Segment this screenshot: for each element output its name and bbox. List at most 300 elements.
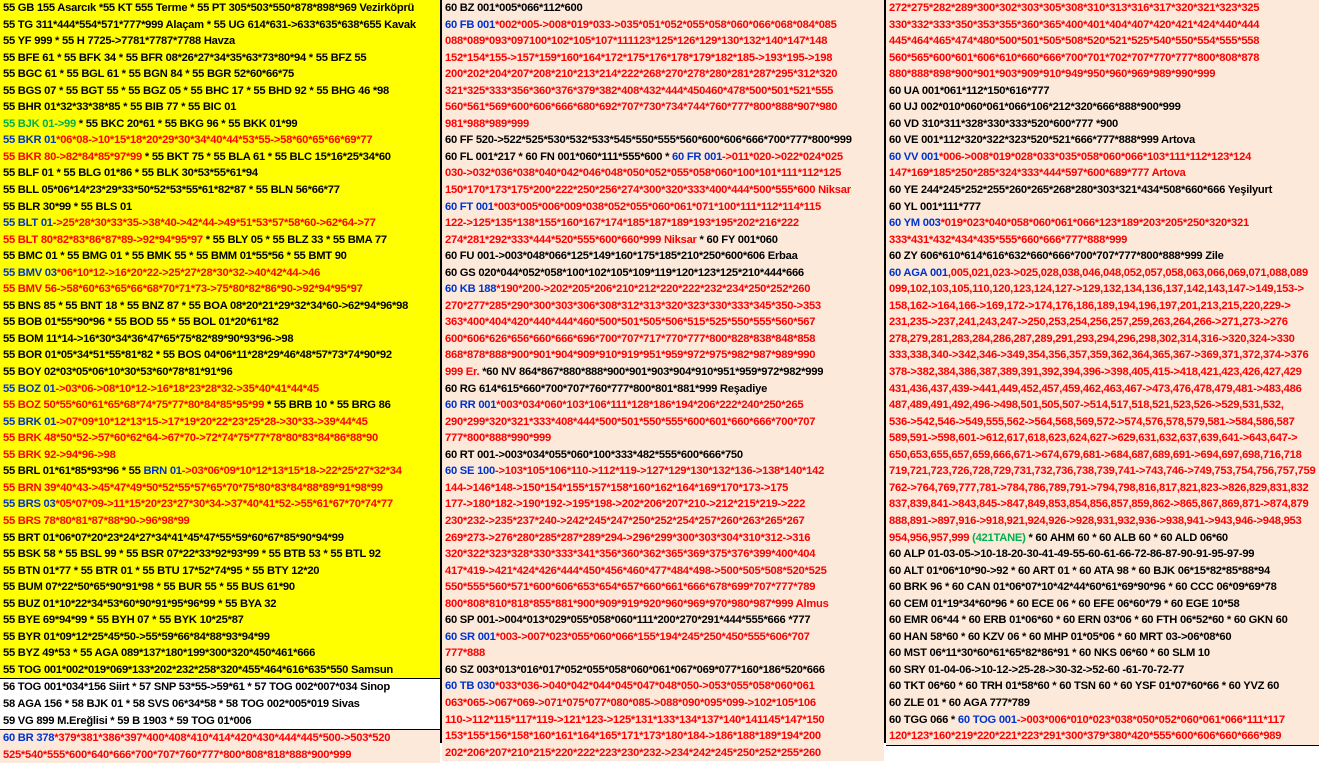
plate-text: 60 UA 001*061*112*150*616*777	[889, 84, 1050, 97]
plate-row[interactable]	[0, 463, 440, 480]
plate-text: 60 SRY 01-04-06->10-12->25-28->30-32->52-60 -61-70-72-77	[889, 663, 1185, 676]
plate-row[interactable]	[886, 430, 1319, 447]
plate-text: 60 FF 520->522*525*530*532*533*545*550*555*560*600*606*666*700*777*800*999	[445, 134, 852, 147]
plate-text: 333,338,340->342,346->349,354,356,357,359,362,364,365,367->369,371,372,374->376	[889, 349, 1309, 362]
plate-text: 60 FL 001*217 * 60 FN 001*060*111*555*600 *	[445, 150, 673, 163]
plate-text: 60 YL 001*111*777	[889, 200, 981, 213]
plate-row[interactable]	[0, 629, 440, 646]
plate-text: 55 BLR 30*99 * 55 BLS 01	[3, 200, 132, 213]
plate-row[interactable]	[886, 182, 1319, 199]
plate-text: 560*561*569*600*606*666*680*692*707*730*734*744*760*777*800*888*907*980	[445, 101, 838, 114]
plate-row[interactable]	[0, 331, 440, 348]
plate-text: 525*540*555*600*640*666*700*707*760*777*800*808*818*888*900*999	[3, 748, 352, 761]
plate-row[interactable]	[442, 629, 884, 646]
plate-text: 60 TGG 066 *	[889, 713, 958, 726]
plate-text: 58 AGA 156 * 58 BJK 01 * 58 SVS 06*34*58 * 58 TOG 002*005*019 Sivas	[3, 697, 360, 710]
plate-text: *019*023*040*058*060*061*066*123*189*203*205*250*320*321	[940, 217, 1249, 230]
plate-text: 55 BMC 01 * 55 BMG 01 * 55 BMK 55 * 55 BMM 01*55*56 * 55 BMT 90	[3, 250, 347, 263]
plate-text: 60 VD 310*311*328*330*333*520*600*777 *900	[889, 117, 1119, 130]
plate-text: ->03*06->08*10*12->16*18*23*28*32->35*40*41*44*45	[55, 382, 319, 395]
plate-row[interactable]	[442, 662, 884, 679]
plate-row[interactable]	[0, 83, 440, 100]
plate-text: 55 BLT 01	[3, 217, 53, 230]
plate-row[interactable]	[442, 165, 884, 182]
plate-row[interactable]	[442, 546, 884, 563]
plate-text: 60 YM 003	[889, 217, 941, 230]
plate-text: 60 ZY 606*610*614*616*632*660*666*700*707*777*800*888*999 Zile	[889, 250, 1224, 263]
plate-row[interactable]	[442, 0, 884, 17]
plate-row[interactable]	[0, 50, 440, 67]
plate-text: 60 ALT 01*06*10*90->92 * 60 ART 01 * 60 ATA 98 * 60 BJK 06*15*82*85*88*94	[889, 564, 1270, 577]
plate-text: 231,235->237,241,243,247->250,253,254,256,257,259,263,264,266->271,273->276	[889, 316, 1288, 329]
plate-text: 333*431*432*434*435*555*660*666*777*888*999	[889, 233, 1128, 246]
plate-row[interactable]	[886, 414, 1319, 431]
plate-text: 088*089*093*097100*102*105*107*111123*125*126*129*130*132*140*147*148	[445, 35, 828, 48]
plate-row[interactable]	[442, 414, 884, 431]
plate-text: 55 BOM 11*14->16*30*34*36*47*65*75*82*89*90*93*96->98	[3, 332, 294, 345]
plate-text: 55 BRK 92->94*96->98	[3, 448, 116, 461]
plate-text: 269*273->276*280*285*287*289*294->296*299*300*303*304*310*312->316	[445, 531, 811, 544]
plate-row[interactable]	[886, 248, 1319, 265]
plate-row[interactable]	[442, 728, 884, 745]
plate-text: ->03*06*09*10*12*13*15*18->22*25*27*32*34	[181, 465, 402, 478]
plate-row[interactable]	[886, 33, 1319, 50]
plate-text: 272*275*282*289*300*302*303*305*308*310*313*316*317*320*321*323*325	[889, 2, 1260, 14]
plate-text: 60 EMR 06*44 * 60 ERB 01*06*60 * 60 ERN 03*06 * 60 FTH 06*52*60 * 60 GKN 60	[889, 614, 1288, 627]
plate-text: 147*169*185*250*285*324*333*444*597*600*689*777 Artova	[889, 167, 1186, 180]
plate-row[interactable]	[442, 182, 884, 199]
plate-text: 55 BOR 01*05*34*51*55*81*82 * 55 BOS 04*06*11*28*29*46*48*57*73*74*90*92	[3, 349, 392, 362]
plate-row[interactable]	[442, 745, 884, 762]
plate-row[interactable]	[0, 447, 440, 464]
plate-row[interactable]	[0, 265, 440, 282]
plate-text: 150*170*173*175*200*222*250*256*274*300*320*333*400*444*500*555*600 Niksar	[445, 184, 851, 197]
plate-text: 600*606*626*656*660*666*696*700*707*717*770*777*800*828*838*848*858	[445, 332, 816, 345]
plate-text: 202*206*207*210*215*220*222*223*230*232->234*242*245*250*252*255*260	[445, 746, 821, 759]
plate-text: 60 SZ 003*013*016*017*052*055*058*060*061*067*069*077*160*186*520*666	[445, 663, 825, 676]
plate-row[interactable]	[442, 248, 884, 265]
plate-text: 550*555*560*571*600*606*653*654*657*660*661*666*678*699*707*777*789	[445, 581, 816, 594]
plate-text: 487,489,491,492,496->498,501,505,507->514,517,518,521,523,526->529,531,532,	[889, 399, 1284, 412]
plate-row[interactable]	[442, 298, 884, 315]
plate-row[interactable]	[442, 66, 884, 83]
plate-text: 800*808*810*818*855*881*900*909*919*920*960*969*970*980*987*999 Almus	[445, 597, 829, 610]
plate-text: 321*325*333*356*360*376*379*382*408*432*444*450460*478*500*501*521*555	[445, 84, 834, 97]
plate-text: 55 BOY 02*03*05*06*10*30*53*60*78*81*91*96	[3, 366, 233, 379]
column-right	[884, 0, 1319, 743]
plate-text: 60 VE 001*112*320*322*323*520*521*666*777*888*999 Artova	[889, 134, 1195, 147]
plate-text: 60 FU 001->003*048*066*125*149*160*175*185*210*250*600*606 Erbaa	[445, 250, 798, 263]
plate-text: 60 RR 001	[445, 399, 497, 412]
plate-text: 55 BOZ 50*55*60*61*65*68*74*75*77*80*84*85*95*99	[3, 399, 265, 412]
plate-text: 55 BMV 56->58*60*63*65*66*68*70*71*73->75*80*82*86*90->92*94*95*97	[3, 283, 363, 296]
plate-text: 55 BRT 01*06*07*20*23*24*27*34*41*45*47*55*59*60*67*85*90*94*99	[3, 531, 344, 544]
plate-text: 063*065->067*069->071*075*077*080*085->088*090*095*099->102*105*106	[445, 696, 816, 709]
plate-text: 60 SR 001	[445, 630, 496, 643]
plate-row[interactable]	[886, 546, 1319, 563]
plate-row[interactable]	[886, 99, 1319, 116]
plate-text: 981*988*989*999	[445, 117, 529, 130]
plate-row[interactable]	[0, 713, 440, 731]
plate-text: 55 BYR 01*09*12*25*45*50->55*59*66*84*88*93*94*99	[3, 630, 270, 643]
plate-text: 60 TKT 06*60 * 60 TRH 01*58*60 * 60 TSN 60 * 60 YSF 01*07*60*66 * 60 YVZ 60	[889, 680, 1280, 693]
plate-row[interactable]	[442, 199, 884, 216]
plate-row[interactable]	[0, 364, 440, 381]
plate-row[interactable]	[442, 430, 884, 447]
plate-text: 60 GS 020*044*052*058*100*102*105*109*119*120*123*125*210*444*666	[445, 266, 804, 279]
plate-row[interactable]	[442, 265, 884, 282]
plate-text: 55 BNS 85 * 55 BNT 18 * 55 BNZ 87 * 55 BOA 08*20*21*29*32*34*60->62*94*96*98	[3, 299, 409, 312]
plate-row[interactable]	[886, 496, 1319, 513]
plate-text: 60 TB 030	[445, 680, 495, 693]
plate-text: 60 RG 614*615*660*700*707*760*777*800*801*881*999 Reşadiye	[445, 382, 768, 395]
plate-text: 777*888	[445, 647, 485, 660]
plate-text: * 60 AHM 60 * 60 ALB 60 * 60 ALD 06*60	[1025, 531, 1228, 544]
plate-row[interactable]	[442, 215, 884, 232]
plate-text: 55 BRK 01	[3, 415, 57, 428]
plate-row[interactable]	[442, 347, 884, 364]
plate-text: 60 ALP 01-03-05->10-18-20-30-41-49-55-60-61-66-72-86-87-90-91-95-97-99	[889, 548, 1255, 561]
plate-row[interactable]	[0, 596, 440, 613]
plate-row[interactable]	[886, 149, 1319, 166]
plate-row[interactable]	[886, 298, 1319, 315]
plate-text: *06*10*12->16*20*22->25*27*28*30*32->40*42*44->46	[56, 266, 321, 279]
plate-row[interactable]	[0, 0, 440, 17]
plate-row[interactable]	[886, 265, 1319, 282]
plate-row[interactable]	[886, 397, 1319, 414]
plate-text: 55 BKR 80->82*84*85*97*99	[3, 150, 142, 163]
plate-text: 60 KB 188	[445, 283, 497, 296]
plate-text: 60 SP 001->004*013*029*055*058*060*111*200*270*291*444*555*666 *777	[445, 614, 811, 627]
plate-text: 153*155*156*158*160*161*164*165*171*173*180*184->186*188*189*194*200	[445, 730, 821, 743]
plate-text: *003*005*006*009*038*052*055*060*061*071*100*111*112*114*115	[493, 200, 821, 213]
plate-text: 60 FB 001	[445, 18, 495, 31]
plate-text: 144->146*148->150*154*155*157*158*160*162*164*169*170*173->175	[445, 481, 789, 494]
plate-row[interactable]	[442, 99, 884, 116]
plate-text: 60 BR 378	[3, 732, 55, 745]
plate-text: ->07*09*10*12*13*15->17*19*20*22*23*25*28->30*33->39*44*45	[56, 415, 368, 428]
plate-text: ->011*020->022*024*025	[722, 150, 843, 163]
plate-text: 60 ZLE 01 * 60 AGA 777*789	[889, 696, 1030, 709]
plate-row[interactable]	[442, 579, 884, 596]
plate-row[interactable]	[0, 696, 440, 713]
plate-row[interactable]	[442, 645, 884, 662]
plate-text: 55 BRN 39*40*43->45*47*49*50*52*55*57*65*70*75*80*83*84*88*89*91*98*99	[3, 481, 383, 494]
plate-row[interactable]	[0, 149, 440, 166]
plate-text: 55 YF 999 * 55 H 7725->7781*7787*7788 Havza	[3, 35, 235, 48]
plate-text: 120*123*160*219*220*221*223*291*300*379*380*420*555*600*606*660*666*989	[889, 730, 1282, 743]
plate-row[interactable]	[886, 17, 1319, 34]
column-left	[0, 0, 440, 761]
plate-row[interactable]	[886, 83, 1319, 100]
plate-text: 270*277*285*290*300*303*306*308*312*313*320*323*330*333*345*350->353	[445, 299, 821, 312]
plate-text: ->003*006*010*023*038*050*052*060*061*066*111*117	[1016, 713, 1285, 726]
plate-text: 55 BRS 78*80*81*87*88*90->96*98*99	[3, 514, 190, 527]
plate-text: 55 BYZ 49*53 * 55 AGA 089*137*180*199*300*320*450*461*666	[3, 647, 316, 660]
plate-text: 55 BOB 01*55*90*96 * 55 BOD 55 * 55 BOL 01*20*61*82	[3, 316, 279, 329]
plate-text: 60 SE 100	[445, 465, 496, 478]
plate-row[interactable]	[886, 645, 1319, 662]
plate-text: 55 BUZ 01*10*22*34*53*60*90*91*95*96*99 * 55 BYA 32	[3, 597, 277, 610]
plate-text: ,005,021,023->025,028,038,046,048,052,057,058,063,066,069,071,088,089	[947, 266, 1308, 279]
plate-text: 60 BZ 001*005*066*112*600	[445, 2, 583, 14]
plate-text: *006->008*019*028*033*035*058*060*066*103*111*112*123*124	[939, 150, 1252, 163]
plate-text: 55 BGC 61 * 55 BGL 61 * 55 BGN 84 * 55 BGR 52*60*66*75	[3, 68, 295, 81]
plate-row[interactable]	[0, 33, 440, 50]
plate-text: * 60 FY 001*060	[696, 233, 778, 246]
plate-text: *002*005->008*019*033->035*051*052*055*058*060*066*068*084*085	[495, 18, 837, 31]
plate-text: 378->382,384,386,387,389,391,392,394,396->398,405,415->418,421,423,426,427,429	[889, 366, 1302, 379]
plate-text: 837,839,841->843,845->847,849,853,854,856,857,859,862->865,867,869,871->874,879	[889, 498, 1309, 511]
plate-row[interactable]	[886, 0, 1319, 17]
plate-text: 777*800*888*990*999	[445, 432, 551, 445]
plate-row[interactable]	[886, 215, 1319, 232]
plate-row[interactable]	[886, 712, 1319, 729]
plate-row[interactable]	[886, 132, 1319, 149]
plate-row[interactable]	[886, 530, 1319, 547]
plate-row[interactable]	[442, 447, 884, 464]
plate-row[interactable]	[0, 132, 440, 149]
plate-row[interactable]	[886, 480, 1319, 497]
plate-row[interactable]	[0, 232, 440, 249]
plate-text: 589,591->598,601->612,617,618,623,624,627->629,631,632,637,639,641->643,647->	[889, 432, 1298, 445]
plate-row[interactable]	[442, 331, 884, 348]
plate-text: 55 BYE 69*94*99 * 55 BYH 07 * 55 BYK 10*25*87	[3, 614, 244, 627]
plate-text: 55 BRS 03	[3, 498, 56, 511]
plate-text: *379*381*386*397*400*408*410*414*420*430*444*445*500->503*520	[54, 732, 391, 745]
plate-row[interactable]	[886, 662, 1319, 679]
plate-text: *190*200->202*205*206*210*212*220*222*232*234*250*252*260	[496, 283, 811, 296]
plate-row[interactable]	[442, 678, 884, 695]
plate-text: *05*07*09->11*15*20*23*27*30*34->37*40*41*52->55*61*67*70*74*77	[55, 498, 393, 511]
plate-text: 030->032*036*038*040*042*046*048*050*052*055*058*060*100*101*111*112*125	[445, 167, 842, 180]
plate-text: *003->007*023*055*060*066*155*194*245*250*450*555*606*707	[495, 630, 810, 643]
plate-text: * 55 BKT 75 * 55 BLA 61 * 55 BLC 15*16*25*34*60	[142, 150, 391, 163]
plate-row[interactable]	[0, 747, 440, 763]
plate-text: 320*322*323*328*330*333*341*356*360*362*365*369*375*376*399*400*404	[445, 548, 816, 561]
plate-row[interactable]	[0, 314, 440, 331]
plate-text: ->103*105*106*110->112*119->127*129*130*132*136->138*140*142	[495, 465, 825, 478]
plate-row[interactable]	[442, 712, 884, 729]
plate-row[interactable]	[886, 314, 1319, 331]
plate-row[interactable]	[442, 281, 884, 298]
plate-row[interactable]	[0, 99, 440, 116]
plate-row[interactable]	[886, 728, 1319, 745]
plate-text: 60 YE 244*245*252*255*260*265*268*280*303*321*434*508*660*666 Yeşilyurt	[889, 184, 1273, 197]
plate-row[interactable]	[442, 232, 884, 249]
plate-row[interactable]	[0, 66, 440, 83]
plate-row[interactable]	[886, 165, 1319, 182]
plate-row[interactable]	[0, 645, 440, 662]
plate-text: 445*464*465*474*480*500*501*505*508*520*521*525*540*550*554*555*558	[889, 35, 1260, 48]
plate-text: 55 BJK 01->99	[3, 117, 76, 130]
plate-text: 762->764,769,777,781->784,786,789,791->794,798,816,817,821,823->826,829,831,832	[889, 481, 1309, 494]
plate-row[interactable]	[886, 513, 1319, 530]
plate-row[interactable]	[442, 17, 884, 34]
plate-row[interactable]	[442, 463, 884, 480]
plate-row[interactable]	[442, 364, 884, 381]
plate-text: 158,162->164,166->169,172->174,176,186,189,194,196,197,201,213,215,220,229->	[889, 299, 1291, 312]
plate-text: 999 Er.	[445, 366, 480, 379]
plate-text: 59 VG 899 M.Ereğlisi * 59 B 1903 * 59 TOG 01*006	[3, 714, 252, 727]
plate-row[interactable]	[442, 563, 884, 580]
plate-row[interactable]	[442, 513, 884, 530]
plate-row[interactable]	[886, 281, 1319, 298]
plate-row[interactable]	[0, 563, 440, 580]
plate-text: 55 BFE 61 * 55 BFK 34 * 55 BFR 08*26*27*34*35*63*73*80*94 * 55 BFZ 55	[3, 51, 367, 64]
plate-row[interactable]	[886, 364, 1319, 381]
plate-text: 122->125*135*138*155*160*167*174*185*187*189*193*195*202*216*222	[445, 217, 799, 230]
plate-row[interactable]	[0, 381, 440, 398]
plate-text: * 55 BRB 10 * 55 BRG 86	[264, 399, 391, 412]
plate-text: 230*232->235*237*240->242*245*247*250*252*254*257*260*263*265*267	[445, 514, 805, 527]
plate-text: 60 BRK 96 * 60 CAN 01*06*07*10*42*44*60*61*69*90*96 * 60 CCC 06*09*69*78	[889, 581, 1277, 594]
plate-row[interactable]	[0, 347, 440, 364]
plate-text: 536->542,546->549,555,562->564,568,569,572->574,576,578,579,581->584,586,587	[889, 415, 1295, 428]
plate-row[interactable]	[0, 397, 440, 414]
plate-row[interactable]	[442, 397, 884, 414]
plate-row[interactable]	[442, 116, 884, 133]
plate-row[interactable]	[0, 662, 440, 679]
plate-row[interactable]	[0, 480, 440, 497]
plate-row[interactable]	[886, 612, 1319, 629]
plate-text: 177->180*182->190*192->195*198->202*206*207*210->212*215*219->222	[445, 498, 806, 511]
plate-row[interactable]	[442, 50, 884, 67]
plate-row[interactable]	[442, 381, 884, 398]
plate-text: 363*400*404*420*440*444*460*500*501*505*506*515*525*550*555*560*567	[445, 316, 816, 329]
plate-row[interactable]	[442, 83, 884, 100]
plate-text: *60 NV 864*867*880*888*900*901*903*904*910*951*959*972*982*999	[479, 366, 824, 379]
plate-text: * 55 BLY 05 * 55 BLZ 33 * 55 BMA 77	[202, 233, 387, 246]
plate-text: 60 RT 001->003*034*055*060*100*333*482*555*600*666*750	[445, 448, 743, 461]
plate-row[interactable]	[0, 513, 440, 530]
plate-row[interactable]	[886, 463, 1319, 480]
plate-row[interactable]	[886, 745, 1319, 763]
plate-row[interactable]	[0, 215, 440, 232]
plate-text: 650,653,655,657,659,666,671->674,679,681->684,687,689,691->694,697,698,716,718	[889, 448, 1302, 461]
plate-text: 888,891->897,916->918,921,924,926->928,931,932,936->938,941->943,946->948,953	[889, 514, 1302, 527]
plate-text: 60 HAN 58*60 * 60 KZV 06 * 60 MHP 01*05*06 * 60 MRT 03->06*08*60	[889, 630, 1232, 643]
plate-row[interactable]	[442, 596, 884, 613]
plate-text: 60 UJ 002*010*060*061*066*106*212*320*666*888*900*999	[889, 101, 1181, 114]
plate-row[interactable]	[0, 165, 440, 182]
plate-text: 60 VV 001	[889, 150, 940, 163]
plate-row[interactable]	[442, 612, 884, 629]
plate-row[interactable]	[886, 678, 1319, 695]
plate-row[interactable]	[0, 248, 440, 265]
plate-text: 55 BUM 07*22*50*65*90*91*98 * 55 BUR 55 * 55 BUS 61*90	[3, 581, 295, 594]
plate-text: 56 TOG 001*034*156 Siirt * 57 SNP 53*55->59*61 * 57 TOG 002*007*034 Sinop	[3, 681, 390, 694]
plate-text: 55 BTN 01*77 * 55 BTR 01 * 55 BTU 17*52*74*95 * 55 BTY 12*20	[3, 564, 320, 577]
plate-row[interactable]	[442, 132, 884, 149]
plate-text: 431,436,437,439->441,449,452,457,459,462,463,467->473,476,478,479,481->483,486	[889, 382, 1302, 395]
plate-row[interactable]	[442, 33, 884, 50]
plate-row[interactable]	[0, 17, 440, 34]
plate-row[interactable]	[886, 116, 1319, 133]
plate-row[interactable]	[886, 50, 1319, 67]
plate-row[interactable]	[442, 695, 884, 712]
plate-text: 55 BLF 01 * 55 BLG 01*86 * 55 BLK 30*53*55*61*94	[3, 167, 258, 180]
plate-text: BRN 01	[143, 465, 182, 478]
plate-text: 417*419->421*424*426*444*450*456*460*477*484*498->500*505*508*520*525	[445, 564, 827, 577]
plate-text: 152*154*155->157*159*160*164*172*175*176*178*179*182*185->193*195->198	[445, 51, 833, 64]
plate-row[interactable]	[0, 730, 440, 747]
plate-row[interactable]	[0, 182, 440, 199]
plate-row[interactable]	[442, 149, 884, 166]
column-middle	[440, 0, 884, 759]
plate-text: 954,956,957,999	[889, 531, 973, 544]
plate-text: 880*888*898*900*901*903*909*910*949*950*960*969*989*990*999	[889, 68, 1216, 81]
plate-row[interactable]	[886, 579, 1319, 596]
plate-text: ->25*28*30*33*35->38*40->42*44->49*51*53*57*58*60->62*64->77	[52, 217, 376, 230]
plate-text: 55 BKR 01	[3, 134, 57, 147]
plate-row[interactable]	[442, 496, 884, 513]
plate-text: 55 BRL 01*61*85*93*96 * 55	[3, 465, 144, 478]
plate-row[interactable]	[442, 314, 884, 331]
plate-text: * 55 BKC 20*61 * 55 BKG 96 * 55 BKK 01*99	[75, 117, 298, 130]
plate-row[interactable]	[886, 381, 1319, 398]
plate-text: 55 BLT 80*82*83*86*87*89->92*94*95*97	[3, 233, 203, 246]
plate-text: 278,279,281,283,284,286,287,289,291,293,294,296,298,302,314,316->320,324->330	[889, 332, 1295, 345]
plate-row[interactable]	[442, 480, 884, 497]
plate-text: 60 MST 06*11*30*60*61*65*82*86*91 * 60 NKS 06*60 * 60 SLM 10	[889, 647, 1210, 660]
plate-text: (421TANE)	[972, 531, 1026, 544]
plate-row[interactable]	[0, 546, 440, 563]
plate-row[interactable]	[886, 232, 1319, 249]
plate-row[interactable]	[0, 678, 440, 696]
plate-text: 60 FT 001	[445, 200, 494, 213]
plate-row[interactable]	[0, 579, 440, 596]
plate-row[interactable]	[0, 298, 440, 315]
plate-text: 55 BMV 03	[3, 266, 57, 279]
plate-row[interactable]	[0, 414, 440, 431]
plate-text: 55 BRK 48*50*52->57*60*62*64->67*70->72*74*75*77*78*80*83*84*86*88*90	[3, 432, 378, 445]
plate-row[interactable]	[0, 612, 440, 629]
plate-row[interactable]	[442, 530, 884, 547]
plate-text: 55 BLL 05*06*14*23*29*33*50*52*53*55*61*82*87 * 55 BLN 56*66*77	[3, 184, 340, 197]
plate-row[interactable]	[886, 199, 1319, 216]
plate-text: 60 TOG 001	[957, 713, 1017, 726]
plate-row[interactable]	[0, 199, 440, 216]
plate-row[interactable]	[0, 430, 440, 447]
plate-text: 719,721,723,726,728,729,731,732,736,738,739,741->743,746->749,753,754,756,757,759	[889, 465, 1316, 478]
plate-text: 274*281*292*333*444*520*555*600*660*999 Niksar	[445, 233, 697, 246]
plate-text: *033*036->040*042*044*045*047*048*050->053*055*058*060*061	[495, 680, 815, 693]
plate-row[interactable]	[886, 596, 1319, 613]
plate-text: 330*332*333*350*353*355*360*365*400*401*404*407*420*421*424*440*444	[889, 18, 1260, 31]
plate-text: 55 TG 311*444*554*571*777*999 Alaçam * 55 UG 614*631->633*635*638*655 Kavak	[3, 18, 416, 31]
plate-row[interactable]	[0, 530, 440, 547]
plate-row[interactable]	[0, 281, 440, 298]
plate-row[interactable]	[0, 496, 440, 513]
plate-row[interactable]	[886, 66, 1319, 83]
plate-text: 55 BGS 07 * 55 BGT 55 * 55 BGZ 05 * 55 BHC 17 * 55 BHD 92 * 55 BHG 46 *98	[3, 84, 389, 97]
plate-row[interactable]	[886, 447, 1319, 464]
plate-text: 55 BHR 01*32*33*38*85 * 55 BIB 77 * 55 BIC 01	[3, 101, 237, 114]
plate-text: 099,102,103,105,110,120,123,124,127->129,132,134,136,137,142,143,147->149,153->	[889, 283, 1304, 296]
plate-row[interactable]	[886, 695, 1319, 712]
plate-row[interactable]	[886, 331, 1319, 348]
plate-row[interactable]	[886, 629, 1319, 646]
plate-text: 55 TOG 001*002*019*069*133*202*232*258*320*455*464*616*635*550 Samsun	[3, 663, 393, 676]
plate-text: 60 AGA 001	[889, 266, 948, 279]
plate-text: 55 BOZ 01	[3, 382, 56, 395]
plate-row[interactable]	[886, 347, 1319, 364]
plate-text: 290*299*320*321*333*408*444*500*501*550*555*600*601*660*666*700*707	[445, 415, 816, 428]
plate-row[interactable]	[886, 563, 1319, 580]
plate-text: 60 FR 001	[672, 150, 723, 163]
plate-row[interactable]	[0, 116, 440, 133]
